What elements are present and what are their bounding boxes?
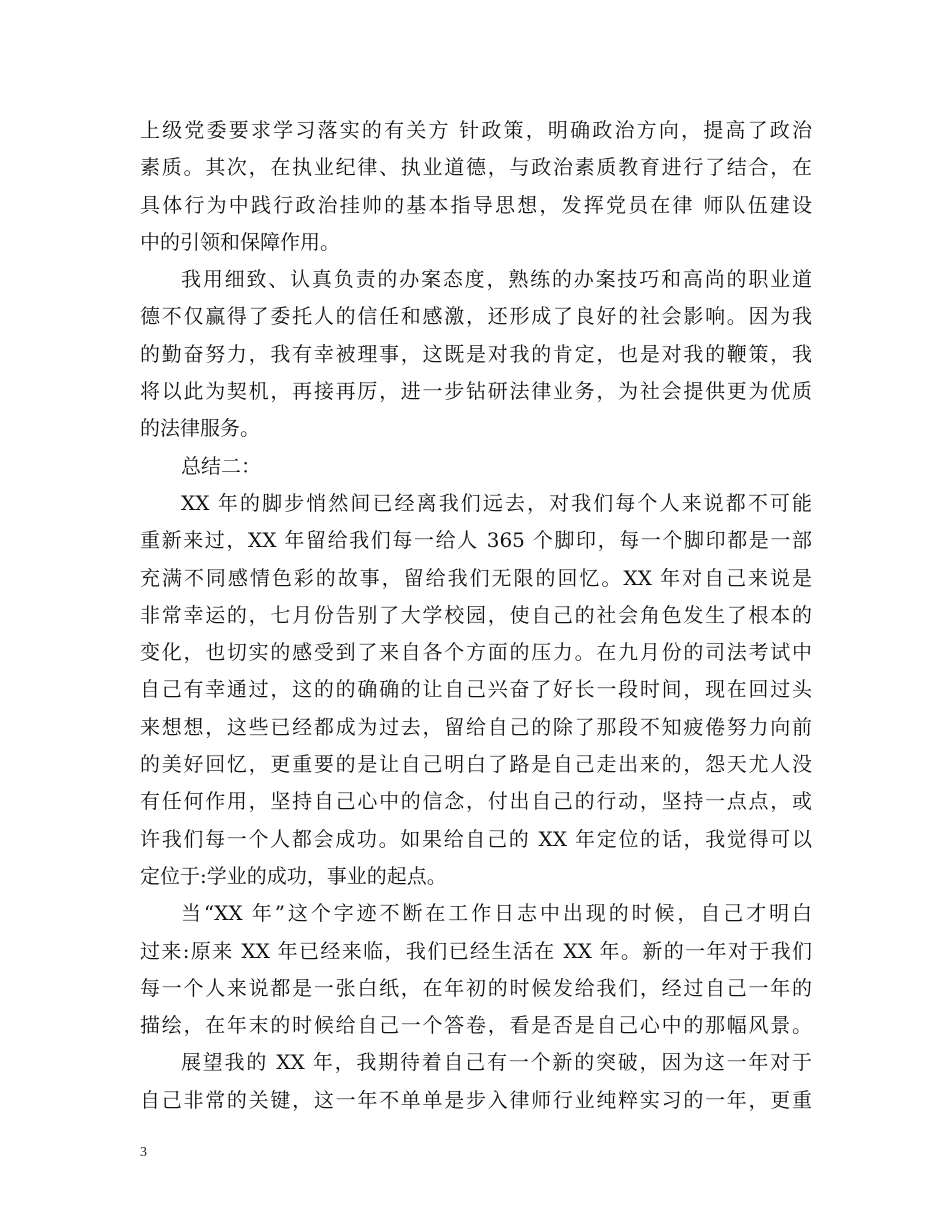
text-line: 变化，也切实的感受到了来自各个方面的压力。在九月份的司法考试中 — [140, 640, 812, 665]
text-line: 素质。其次，在执业纪律、执业道德，与政治素质教育进行了结合，在 — [140, 155, 812, 180]
text-line: 过来:原来 XX 年已经来临，我们已经生活在 XX 年。新的一年对于我们 — [140, 938, 812, 963]
text-line: 的美好回忆，更重要的是让自己明白了路是自己走出来的，怨天尤人没 — [140, 752, 812, 777]
text-line: 自己非常的关键，这一年不单单是步入律师行业纯粹实习的一年，更重 — [140, 1087, 812, 1112]
text-line: 许我们每一个人都会成功。如果给自己的 XX 年定位的话，我觉得可以 — [140, 826, 812, 851]
text-line: 的勤奋努力，我有幸被理事，这既是对我的肯定，也是对我的鞭策，我 — [140, 341, 812, 366]
text-line: XX 年的脚步悄然间已经离我们远去，对我们每个人来说都不可能 — [181, 490, 812, 515]
document-body — [140, 112, 812, 1119]
text-line: 自己有幸通过，这的的确确的让自己兴奋了好长一段时间，现在回过头 — [140, 677, 812, 702]
text-line: 具体行为中践行政治挂帅的基本指导思想，发挥党员在律 师队伍建设 — [140, 192, 812, 217]
text-line: 来想想，这些已经都成为过去，留给自己的除了那段不知疲倦努力向前 — [140, 714, 812, 739]
text-line: 当“XX 年”这个字迹不断在工作日志中出现的时候，自己才明白 — [181, 901, 812, 926]
text-line: 每一个人来说都是一张白纸，在年初的时候发给我们，经过自己一年的 — [140, 975, 812, 1000]
text-line: 展望我的 XX 年，我期待着自己有一个新的突破，因为这一年对于 — [181, 1050, 812, 1075]
page-number: 3 — [140, 1145, 147, 1160]
text-line: 充满不同感情色彩的故事，留给我们无限的回忆。XX 年对自己来说是 — [140, 565, 812, 590]
text-line: 有任何作用，坚持自己心中的信念，付出自己的行动，坚持一点点，或 — [140, 789, 812, 814]
text-line: 的法律服务。 — [140, 416, 260, 441]
section-heading: 总结二： — [181, 453, 261, 478]
text-line: 描绘，在年末的时候给自己一个答卷，看是否是自己心中的那幅风景。 — [140, 1013, 812, 1038]
text-line: 中的引领和保障作用。 — [140, 229, 340, 254]
text-line: 重新来过，XX 年留给我们每一给人 365 个脚印，每一个脚印都是一部 — [140, 528, 812, 553]
text-line: 德不仅赢得了委托人的信任和感激，还形成了良好的社会影响。因为我 — [140, 304, 812, 329]
text-line: 上级党委要求学习落实的有关方 针政策，明确政治方向，提高了政治 — [140, 118, 812, 142]
text-line: 非常幸运的，七月份告别了大学校园，使自己的社会角色发生了根本的 — [140, 602, 812, 627]
text-line: 定位于:学业的成功，事业的起点。 — [140, 863, 447, 888]
text-line: 将以此为契机，再接再厉，进一步钻研法律业务，为社会提供更为优质 — [140, 379, 812, 404]
text-line: 我用细致、认真负责的办案态度，熟练的办案技巧和高尚的职业道 — [181, 267, 812, 292]
